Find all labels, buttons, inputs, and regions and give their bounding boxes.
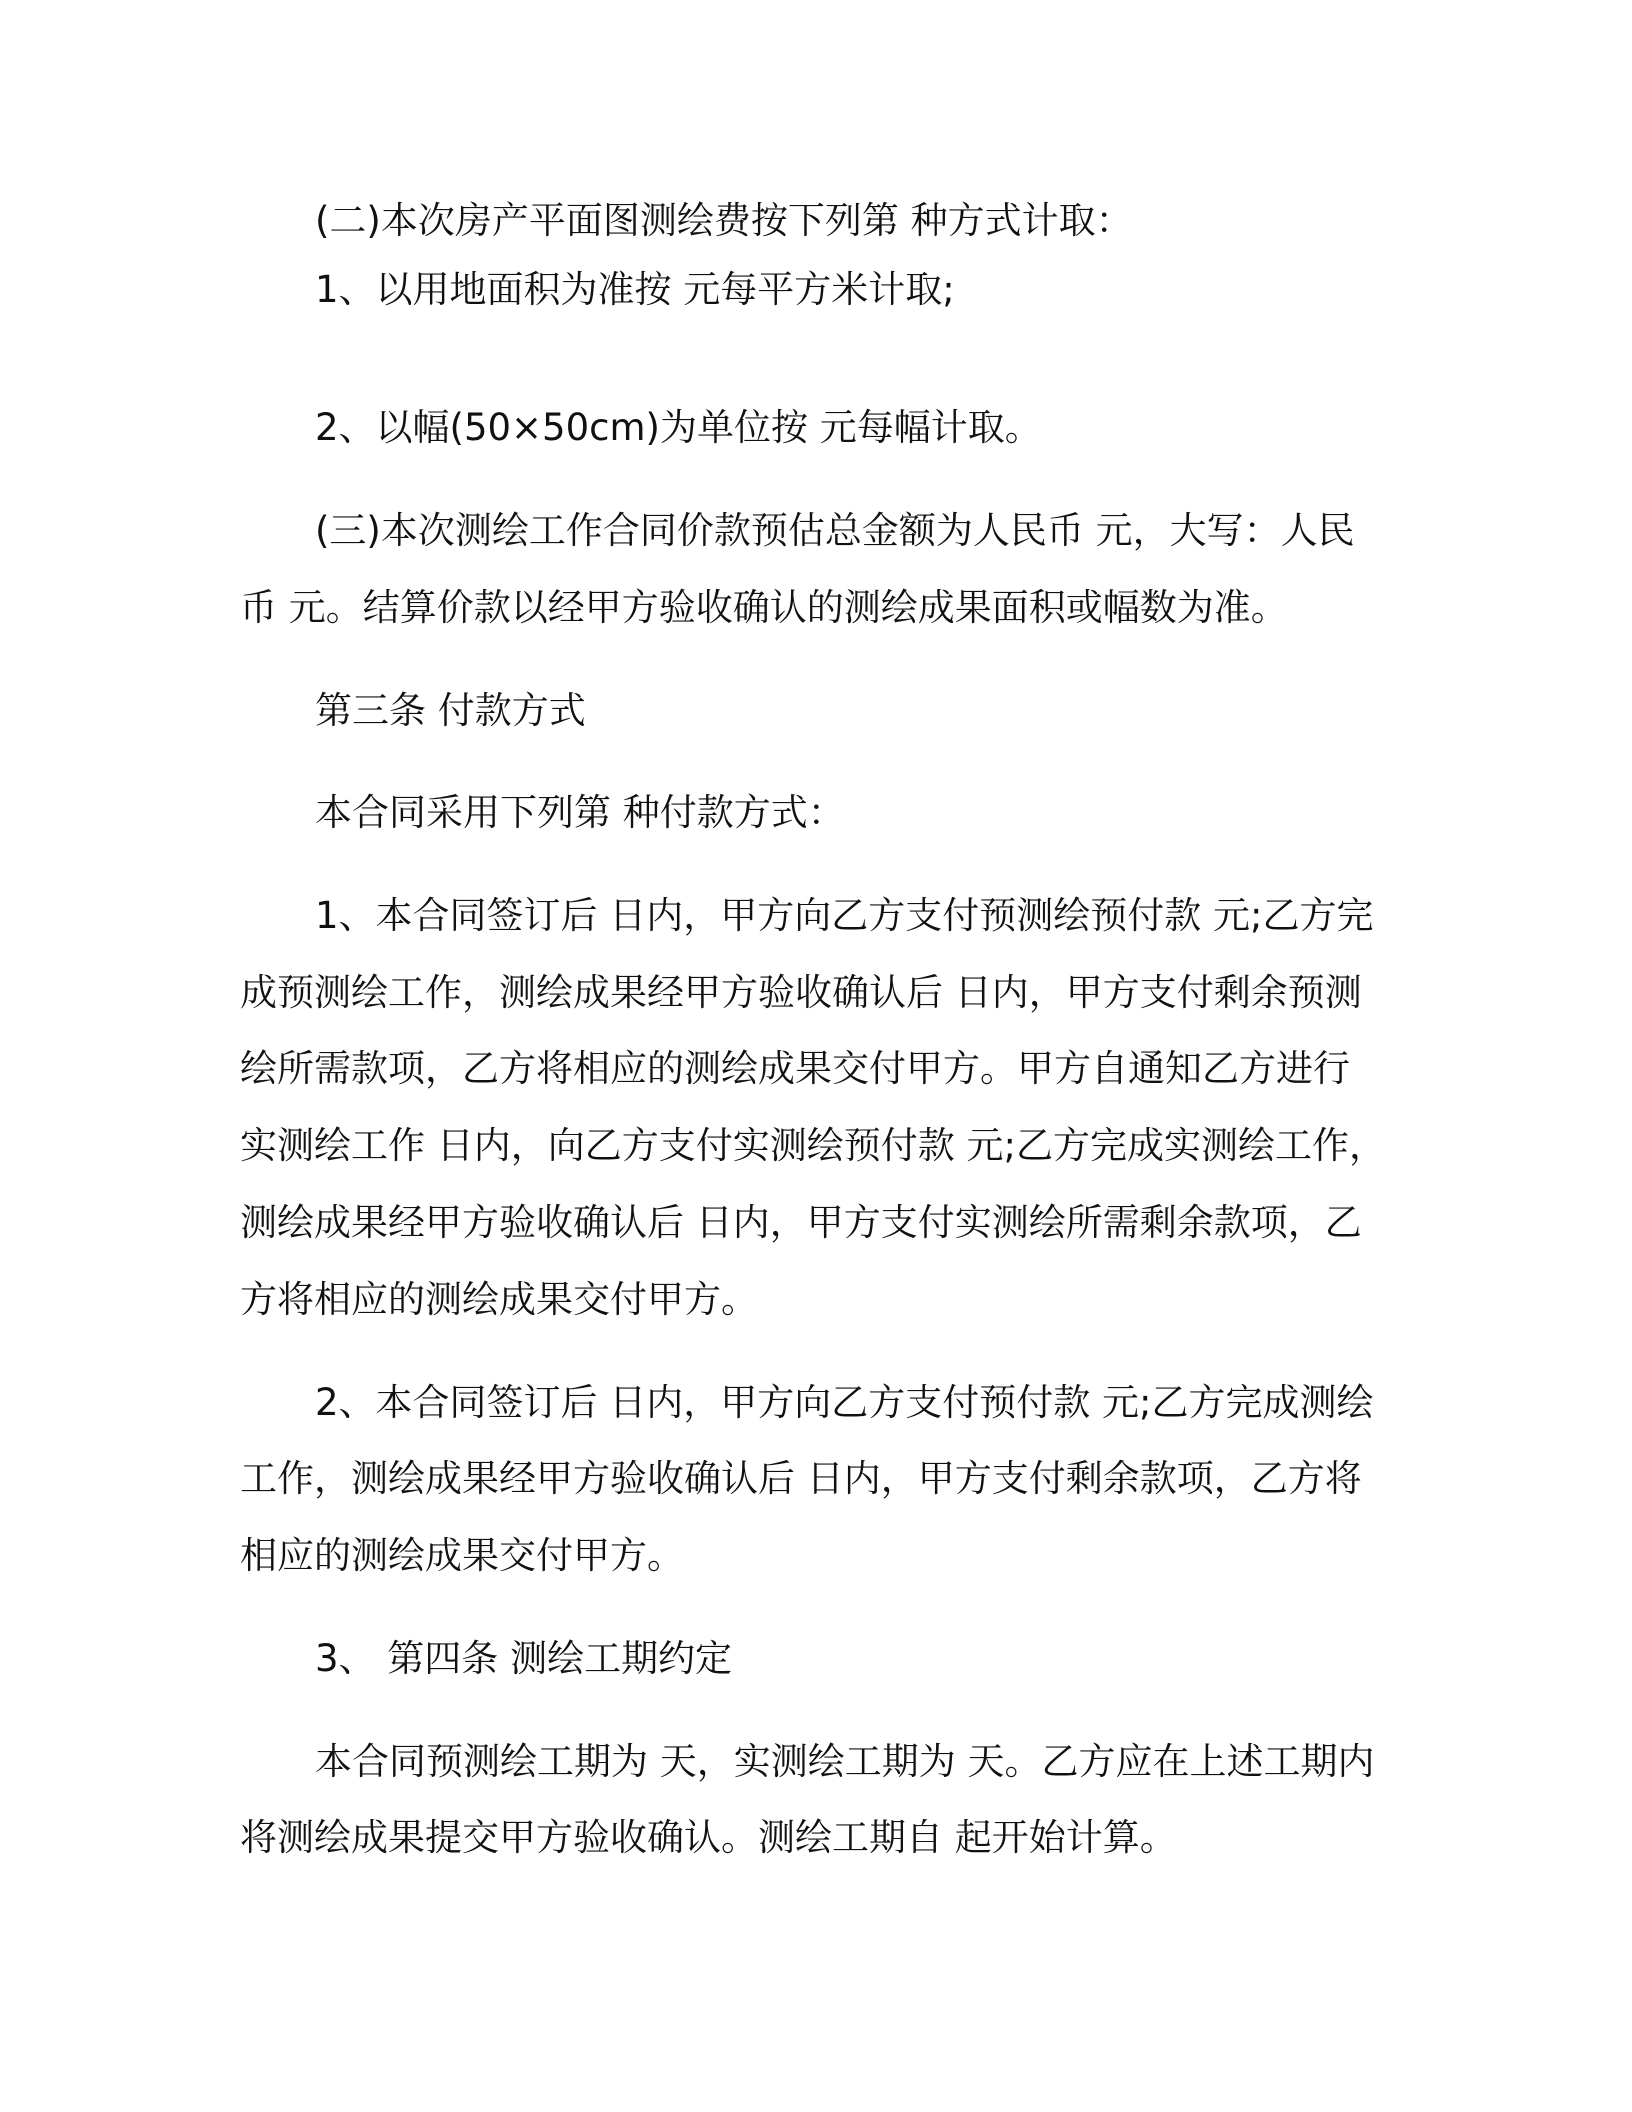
schedule-line-2: 将测绘成果提交甲方验收确认。测绘工期自 起开始计算。 bbox=[240, 1816, 1177, 1859]
payment-2-line-2: 工作，测绘成果经甲方验收确认后 日内，甲方支付剩余款项，乙方将 bbox=[240, 1457, 1362, 1500]
payment-1-line-6: 方将相应的测绘成果交付甲方。 bbox=[240, 1278, 758, 1321]
payment-intro: 本合同采用下列第 种付款方式： bbox=[315, 791, 845, 834]
payment-1-line-4: 实测绘工作 日内，向乙方支付实测绘预付款 元;乙方完成实测绘工作， bbox=[240, 1124, 1386, 1167]
article-3-title: 第三条 付款方式 bbox=[315, 689, 586, 732]
schedule-line-1: 本合同预测绘工期为 天，实测绘工期为 天。乙方应在上述工期内 bbox=[315, 1740, 1375, 1783]
payment-2-line-3: 相应的测绘成果交付甲方。 bbox=[240, 1534, 684, 1577]
clause-3-line-1: (三)本次测绘工作合同价款预估总金额为人民币 元，大写：人民 bbox=[315, 509, 1355, 552]
payment-1-line-5: 测绘成果经甲方验收确认后 日内，甲方支付实测绘所需剩余款项，乙 bbox=[240, 1201, 1362, 1244]
fee-option-1: 1、以用地面积为准按 元每平方米计取; bbox=[315, 268, 955, 311]
clause-3-line-2: 币 元。结算价款以经甲方验收确认的测绘成果面积或幅数为准。 bbox=[240, 586, 1288, 629]
fee-option-2: 2、以幅(50×50cm)为单位按 元每幅计取。 bbox=[315, 406, 1042, 449]
payment-1-line-2: 成预测绘工作，测绘成果经甲方验收确认后 日内，甲方支付剩余预测 bbox=[240, 971, 1362, 1014]
payment-1-line-1: 1、本合同签订后 日内，甲方向乙方支付预测绘预付款 元;乙方完 bbox=[315, 894, 1374, 937]
clause-2-heading: (二)本次房产平面图测绘费按下列第 种方式计取： bbox=[315, 199, 1133, 242]
payment-1-line-3: 绘所需款项，乙方将相应的测绘成果交付甲方。甲方自通知乙方进行 bbox=[240, 1047, 1350, 1090]
payment-2-line-1: 2、本合同签订后 日内，甲方向乙方支付预付款 元;乙方完成测绘 bbox=[315, 1381, 1374, 1424]
article-4-title: 3、 第四条 测绘工期约定 bbox=[315, 1637, 733, 1680]
